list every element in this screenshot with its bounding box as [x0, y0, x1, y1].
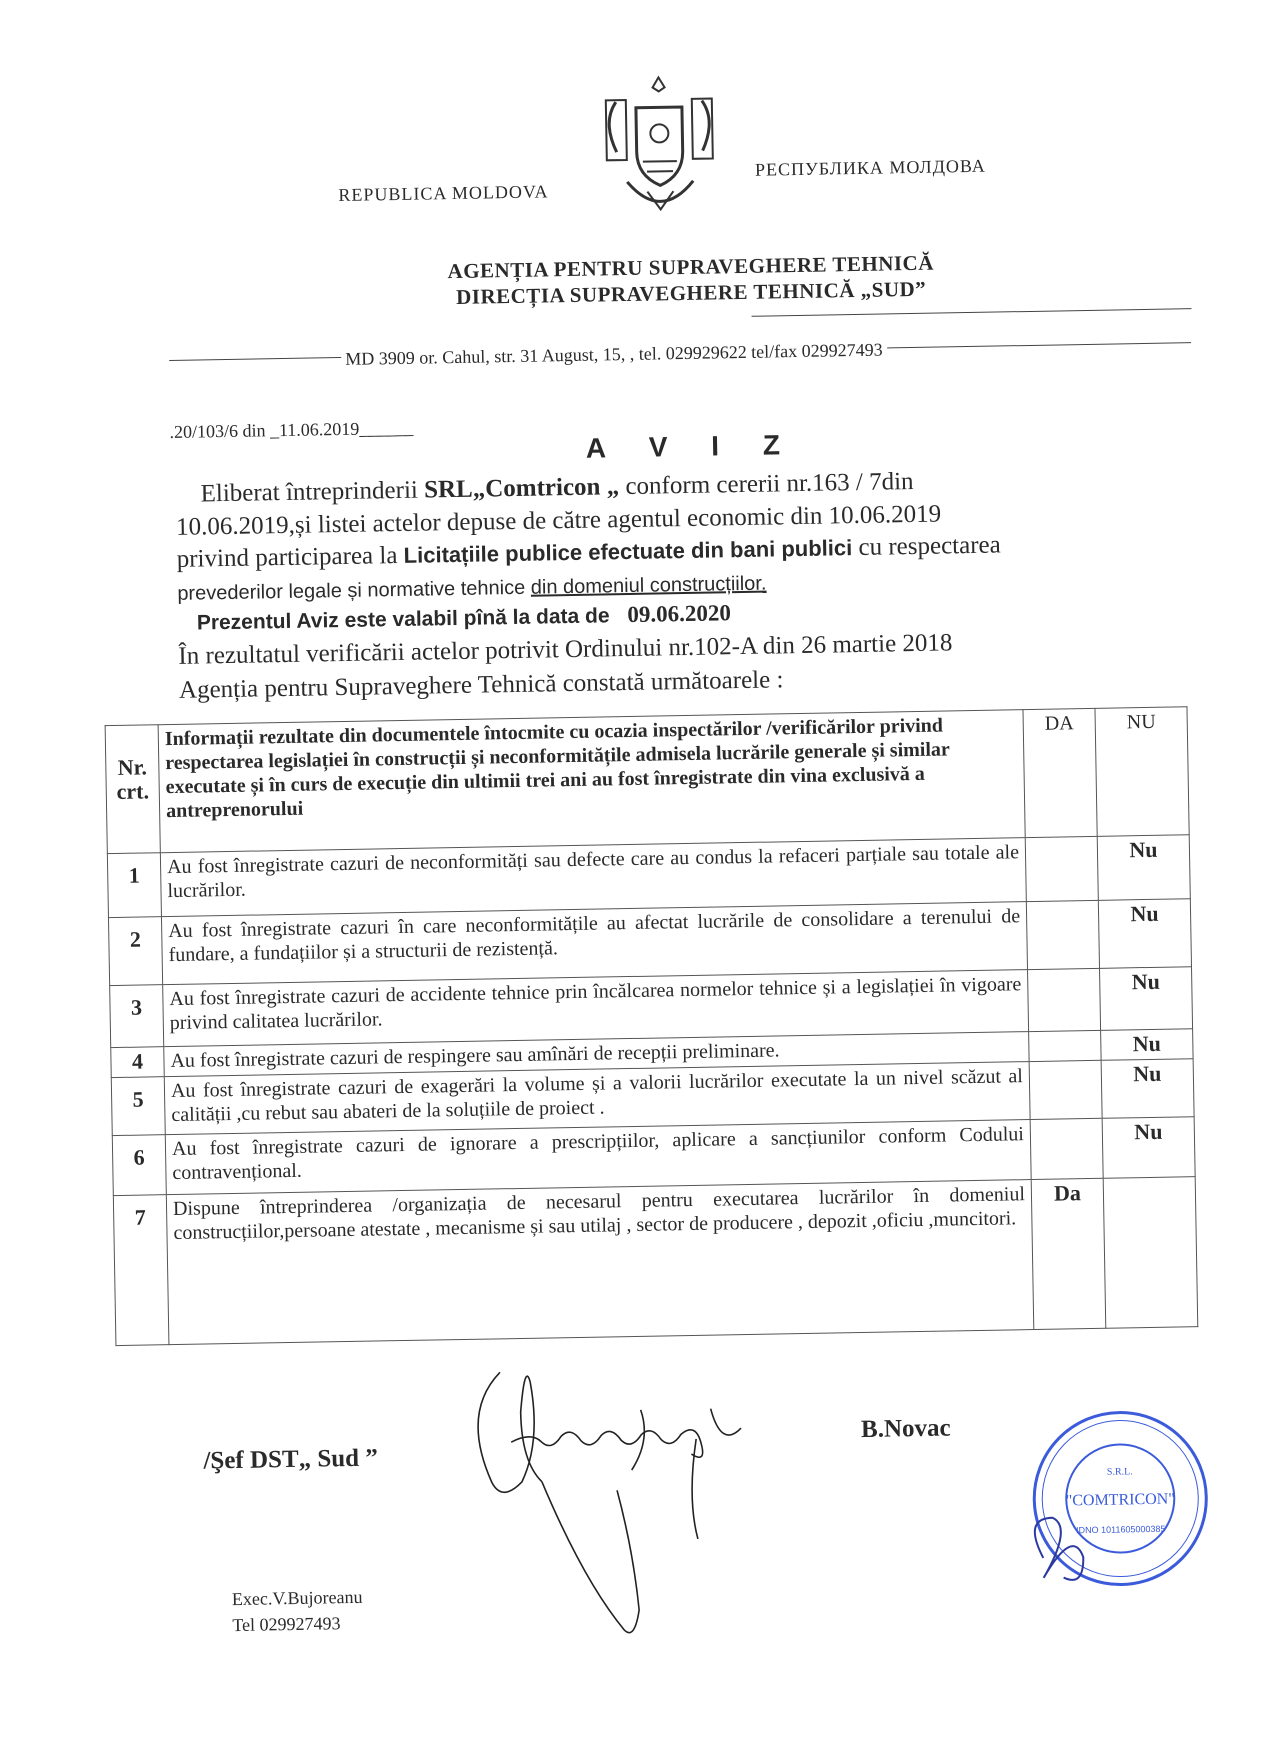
row-nu: Nu [1100, 967, 1193, 1031]
inspection-table [105, 706, 1199, 1346]
p3-text: privind participarea la [176, 541, 404, 573]
svg-text:"COMTRICON": "COMTRICON" [1065, 1490, 1175, 1510]
validity-label: Prezentul Aviz este valabil pînă la data de [196, 604, 616, 635]
country-name-ru: РЕСПУБЛИКА МОЛДОВА [754, 155, 986, 180]
row-text: Au fost înregistrate cazuri de exagerări la volume și a valorii lucrărilor executate la un nivel scăzut al calității ,cu rebut sau abateri de la soluțiile de proiect . [164, 1062, 1030, 1135]
handwritten-signature [440, 1347, 825, 1644]
p4-text: prevederilor legale și normative tehnice [177, 576, 531, 605]
row-da [1030, 1118, 1103, 1179]
header-divider-top [752, 308, 1192, 317]
row-text: Au fost înregistrate cazuri de ignorare a prescripțiilor, aplicare a sancțiunilor conform Codului contravențional. [165, 1120, 1031, 1195]
p3-text-end: cu respectarea [852, 531, 1001, 562]
row-text: Au fost înregistrate cazuri de accidente tehnice prin încălcarea normelor tehnice și a legislației în vigoare privind calitatea lucrărilor. [163, 970, 1029, 1047]
row-text: Dispune întreprinderea /organizația de necesarul pentru executarea lucrărilor în domeniul construcțiilor,persoane atestate , mecanisme și sau utilaj , sector de producere , depozit ,oficiu ,muncitori. [166, 1180, 1033, 1345]
row-nu [1103, 1177, 1198, 1329]
row-da [1026, 900, 1099, 969]
signatory-position: /Şef DST„ Sud ” [203, 1444, 379, 1475]
company-name: SRL„Comtricon „ [423, 473, 620, 504]
table-header-row [105, 707, 1189, 854]
company-stamp [1011, 1405, 1214, 1598]
row-nu: Nu [1101, 1059, 1194, 1119]
svg-text:IDNO 1011605000385: IDNO 1011605000385 [1076, 1523, 1166, 1536]
document-title: A V I Z [585, 429, 799, 464]
row-da [1028, 968, 1101, 1031]
executor-name: Exec.V.Bujoreanu [231, 1586, 363, 1610]
paragraph-line-7: Agenția pentru Supraveghere Tehnică constată următoarele : [178, 666, 784, 704]
document-reference: .20/103/6 din _11.06.2019______ [169, 417, 414, 442]
row-number: 7 [113, 1195, 169, 1346]
agency-name: AGENȚIA PENTRU SUPRAVEGHERE TEHNICĂ [447, 250, 935, 284]
p1-text-end: conform cererii nr.163 / 7din [618, 468, 914, 501]
row-nu: Nu [1101, 1029, 1194, 1061]
p1-text: Eliberat întreprinderii [200, 476, 425, 508]
row-da [1029, 1060, 1102, 1119]
paragraph-line-2: 10.06.2019,și listei actelor depuse de către agentul economic din 10.06.2019 [175, 500, 942, 541]
row-nu: Nu [1102, 1117, 1195, 1179]
validity-date: 09.06.2020 [627, 600, 732, 628]
row-number: 3 [110, 985, 164, 1048]
row-number: 6 [112, 1135, 166, 1196]
directorate-name: DIRECȚIA SUPRAVEGHERE TEHNICĂ „SUD” [455, 276, 927, 309]
row-text: Au fost înregistrate cazuri de respingere sau amînări de recepții preliminare. [164, 1032, 1029, 1077]
row-da [1029, 1030, 1102, 1061]
header-nr: Nr. crt. [105, 725, 160, 854]
header-da: DA [1023, 708, 1097, 837]
header-info: Informații rezultate din documentele întocmite cu ocazia inspectărilor /verificărilor privind respectarea legislației în construcții și neconformitățile admisela lucrările generale și similar executate și în curs de execuție din ultimii trei ani au fost înregistrate din vina exclusivă a antreprenorului [158, 710, 1025, 853]
row-text: Au fost înregistrate cazuri în care neconformitățile au afectat lucrările de consolidare a terenului de fundare, a fundațiilor și a structurii de rezistență. [161, 902, 1027, 985]
row-nu: Nu [1097, 835, 1190, 901]
coat-of-arms-emblem [595, 70, 723, 214]
paragraph-line-6: În rezultatul verificării actelor potrivit Ordinului nr.102-A din 26 martie 2018 [178, 629, 953, 670]
row-da [1025, 836, 1098, 901]
auction-text: Licitațiile publice efectuate din bani publici [403, 535, 853, 568]
row-number: 1 [107, 853, 161, 918]
table-row [113, 1177, 1197, 1346]
p4-underlined: din domeniul construcțiilor. [530, 572, 767, 599]
address-line: MD 3909 or. Cahul, str. 31 August, 15, , tel. 029929622 tel/fax 029927493 [341, 339, 887, 370]
row-da: Da [1031, 1178, 1106, 1329]
country-name-ro: REPUBLICA MOLDOVA [338, 181, 549, 205]
row-text: Au fost înregistrate cazuri de neconformități sau defecte care au condus la refaceri parțiale sau totale ale lucrărilor. [160, 838, 1026, 917]
row-number: 5 [111, 1077, 165, 1136]
row-number: 2 [108, 917, 162, 986]
svg-text:S.R.L.: S.R.L. [1106, 1466, 1133, 1478]
executor-phone: Tel 029927493 [232, 1613, 341, 1636]
row-nu: Nu [1098, 899, 1191, 969]
row-number: 4 [111, 1047, 165, 1078]
signatory-name: B.Novac [860, 1414, 951, 1444]
header-nu: NU [1095, 707, 1189, 837]
